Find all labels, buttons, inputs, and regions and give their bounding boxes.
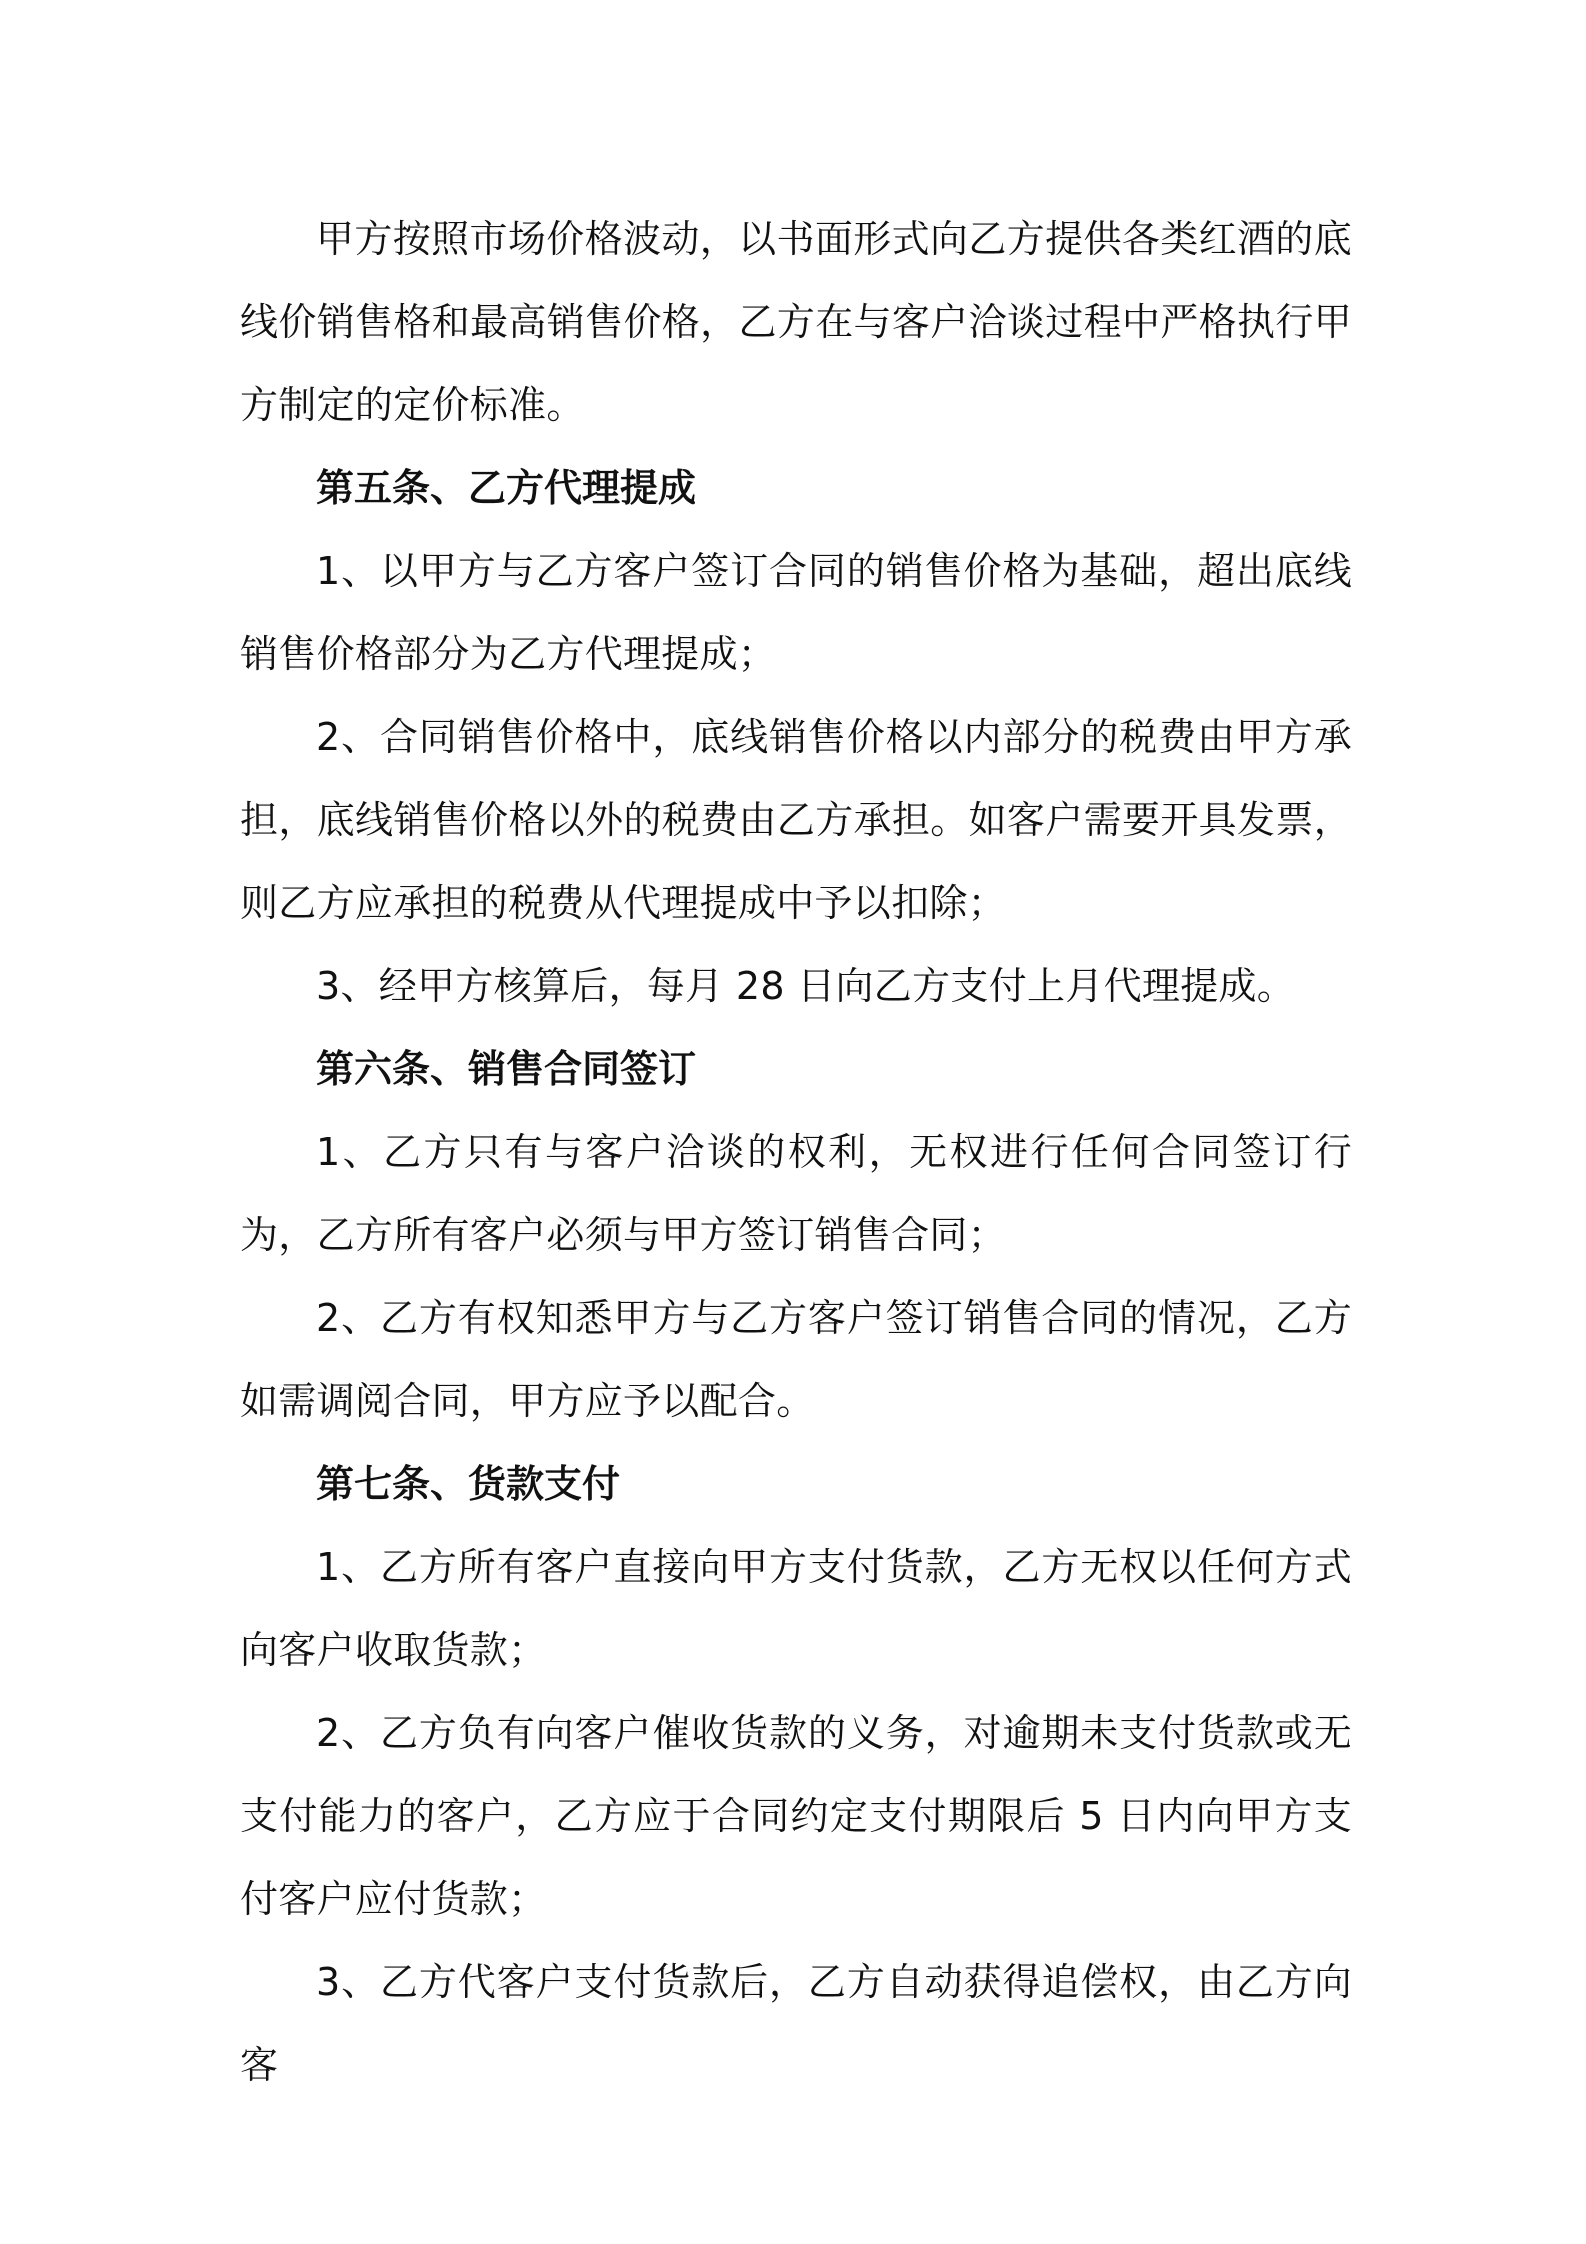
article-5-heading: 第五条、乙方代理提成 xyxy=(316,466,697,510)
article-7-clause-2: 2、乙方负有向客户催收货款的义务，对逾期未支付货款或无支付能力的客户，乙方应于合同约定支付期限后 5 日内向甲方支付客户应付货款； xyxy=(240,1711,1352,1921)
article-6-clause-1: 1、乙方只有与客户洽谈的权利，无权进行任何合同签订行为，乙方所有客户必须与甲方签订销售合同； xyxy=(240,1130,1352,1257)
article-5-clause-3: 3、经甲方核算后，每月 28 日向乙方支付上月代理提成。 xyxy=(316,964,1296,1008)
article-7-clause-1: 1、乙方所有客户直接向甲方支付货款，乙方无权以任何方式向客户收取货款； xyxy=(240,1545,1352,1672)
pricing-paragraph: 甲方按照市场价格波动，以书面形式向乙方提供各类红酒的底线价销售格和最高销售价格，乙方在与客户洽谈过程中严格执行甲方制定的定价标准。 xyxy=(240,217,1352,427)
article-5-clause-1: 1、以甲方与乙方客户签订合同的销售价格为基础，超出底线销售价格部分为乙方代理提成； xyxy=(240,549,1352,676)
article-5-clause-2: 2、合同销售价格中，底线销售价格以内部分的税费由甲方承担，底线销售价格以外的税费由乙方承担。如客户需要开具发票，则乙方应承担的税费从代理提成中予以扣除； xyxy=(240,715,1352,925)
article-6-heading: 第六条、销售合同签订 xyxy=(316,1047,697,1091)
article-7-clause-3: 3、乙方代客户支付货款后，乙方自动获得追偿权，由乙方向客 xyxy=(240,1960,1352,2087)
article-6-clause-2: 2、乙方有权知悉甲方与乙方客户签订销售合同的情况，乙方如需调阅合同，甲方应予以配合。 xyxy=(240,1296,1352,1423)
article-7-heading: 第七条、货款支付 xyxy=(316,1462,621,1506)
document-body xyxy=(240,198,1352,2107)
